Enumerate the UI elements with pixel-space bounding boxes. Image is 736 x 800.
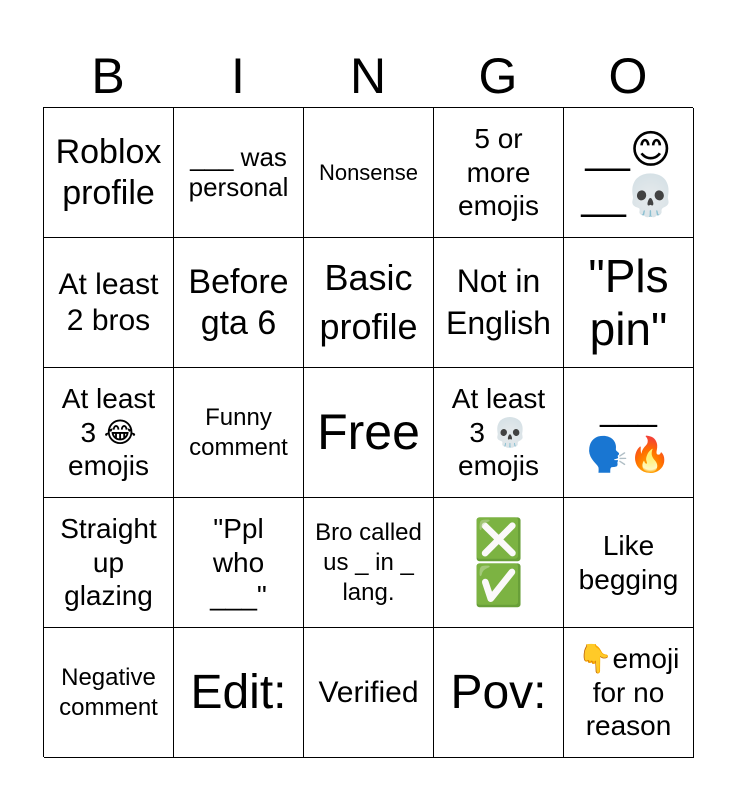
bingo-cell-negative-comment[interactable]: Negative comment (44, 628, 174, 758)
bingo-cell-verified[interactable]: Verified (304, 628, 434, 758)
bingo-cell-not-in-english[interactable]: Not in English (434, 238, 564, 368)
bingo-cell-free-space[interactable]: Free (304, 368, 434, 498)
header-letter-n: N (349, 48, 387, 104)
bingo-cell-pls-pin[interactable]: "Pls pin" (564, 238, 694, 368)
bingo-cell-edit[interactable]: Edit: (174, 628, 304, 758)
bingo-cell-nonsense[interactable]: Nonsense (304, 108, 434, 238)
bingo-cell-at-least-3-skull-emojis[interactable]: At least 3 💀 emojis (434, 368, 564, 498)
bingo-cell-smile-skull[interactable]: __😊 __💀 (564, 108, 694, 238)
bingo-cell-ppl-who[interactable]: "Ppl who ___" (174, 498, 304, 628)
bingo-cell-roblox-profile[interactable]: Roblox profile (44, 108, 174, 238)
bingo-cell-bro-called-us[interactable]: Bro called us _ in _ lang. (304, 498, 434, 628)
header-letter-g: G (478, 48, 518, 104)
bingo-cell-five-or-more-emojis[interactable]: 5 or more emojis (434, 108, 564, 238)
bingo-cell-speaking-fire[interactable]: ___ 🗣️🔥 (564, 368, 694, 498)
bingo-cell-before-gta-6[interactable]: Before gta 6 (174, 238, 304, 368)
header-letter-b: B (91, 48, 125, 104)
bingo-cell-like-begging[interactable]: Like begging (564, 498, 694, 628)
header-letter-i: I (231, 48, 245, 104)
bingo-cell-pointing-emoji[interactable]: 👇emoji for no reason (564, 628, 694, 758)
bingo-cell-at-least-2-bros[interactable]: At least 2 bros (44, 238, 174, 368)
bingo-cell-straight-up-glazing[interactable]: Straight up glazing (44, 498, 174, 628)
bingo-cell-funny-comment[interactable]: Funny comment (174, 368, 304, 498)
header-letter-o: O (608, 48, 648, 104)
bingo-cell-cross-check[interactable]: ❎ ✅ (434, 498, 564, 628)
bingo-cell-pov[interactable]: Pov: (434, 628, 564, 758)
bingo-board (43, 107, 693, 757)
bingo-cell-at-least-3-laugh-emojis[interactable]: At least 3 😂 emojis (44, 368, 174, 498)
bingo-header (43, 44, 693, 108)
bingo-cell-was-personal[interactable]: ___ was personal (174, 108, 304, 238)
bingo-cell-basic-profile[interactable]: Basic profile (304, 238, 434, 368)
